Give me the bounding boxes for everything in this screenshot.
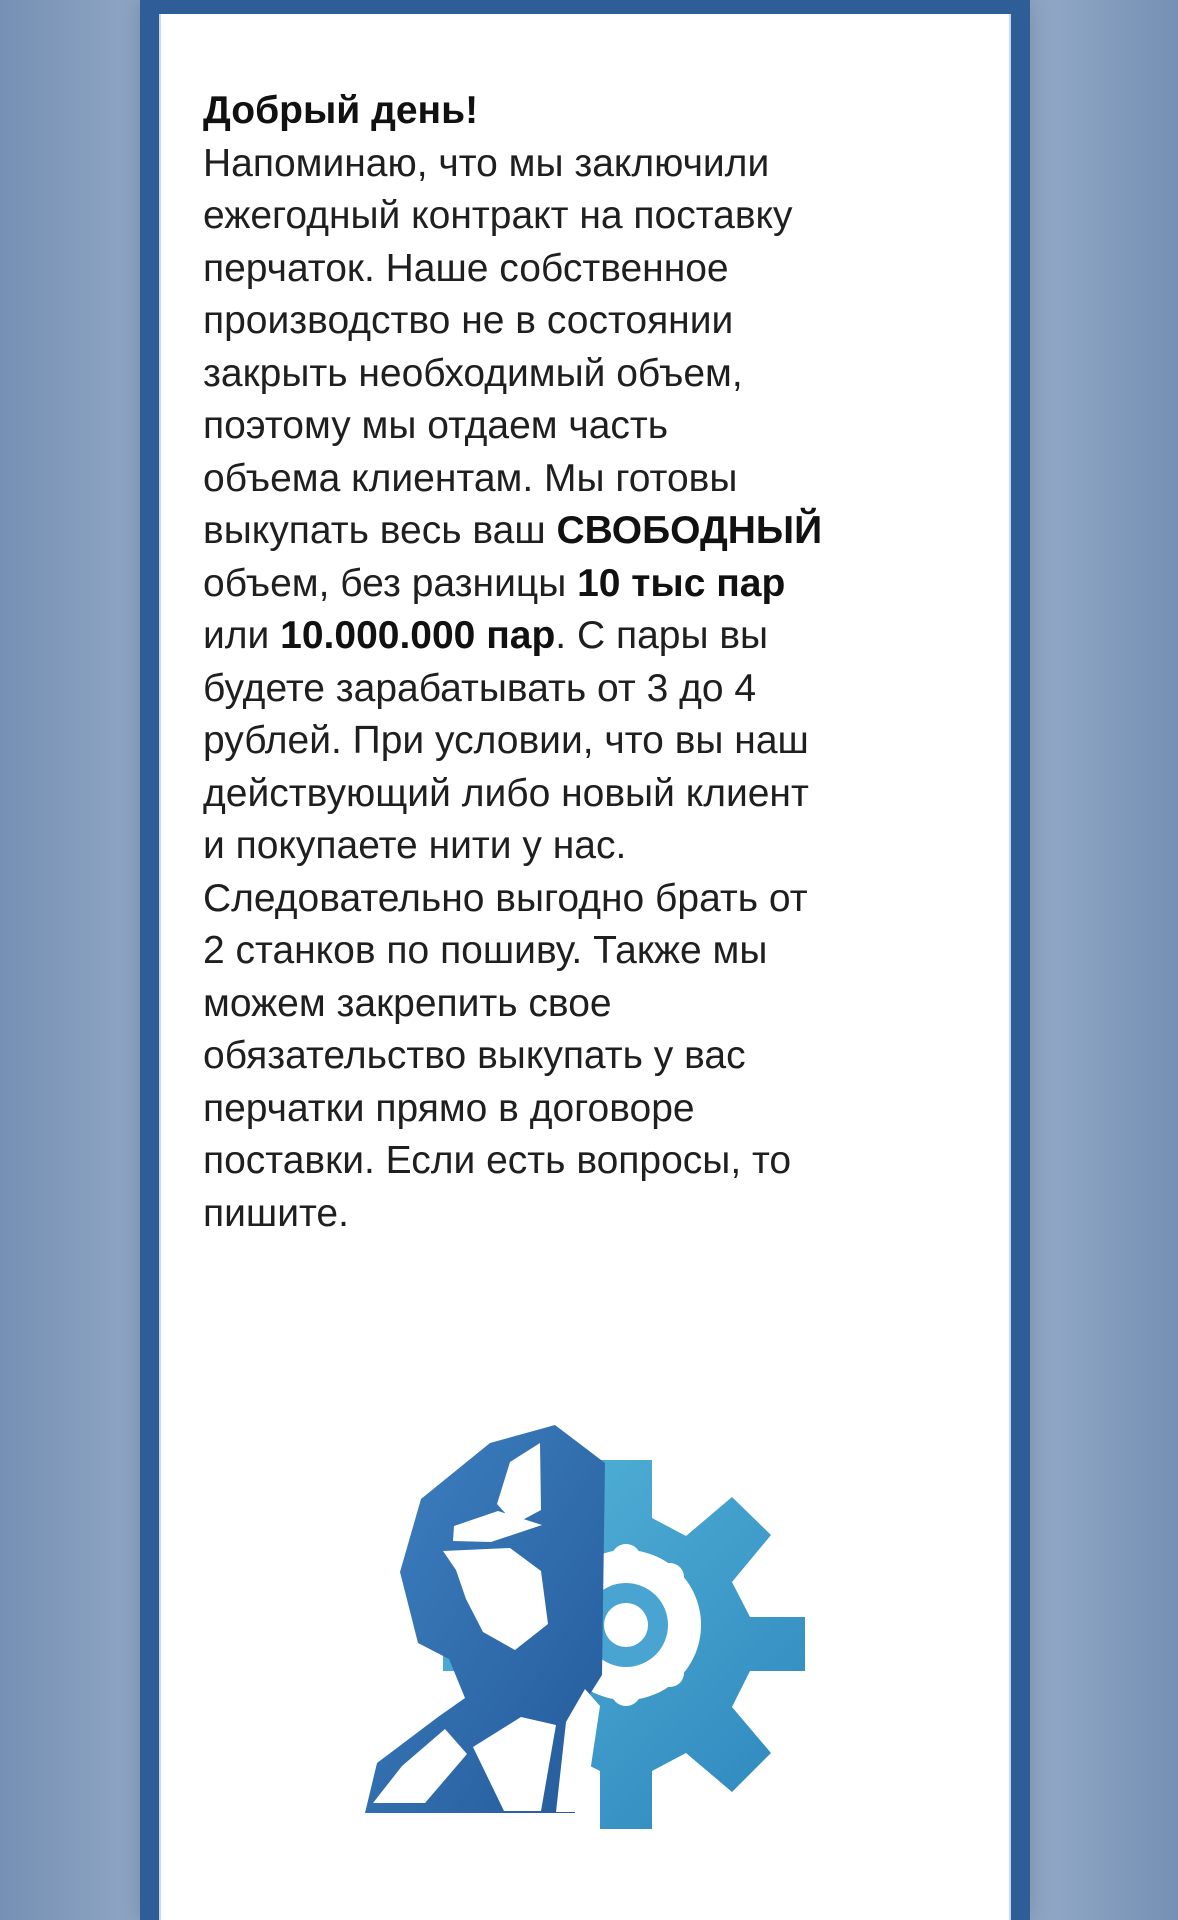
message-line: перчатки прямо в договоре bbox=[203, 1086, 695, 1130]
message-line: действующий либо новый клиент bbox=[203, 771, 809, 815]
message-text-fragment: . С пары вы bbox=[555, 614, 769, 657]
message-line: производство не в состоянии bbox=[203, 299, 734, 342]
message-line: рублей. При условии, что вы наш bbox=[203, 719, 809, 762]
message-line: и покупаете нити у нас. bbox=[203, 824, 627, 867]
message-text bbox=[203, 85, 963, 1240]
message-line bbox=[203, 610, 963, 663]
message-line: ежегодный контракт на поставку bbox=[203, 194, 793, 237]
message-text-fragment: или bbox=[203, 614, 281, 657]
worker-silhouette-icon bbox=[365, 1425, 605, 1813]
greeting-line: Добрый день! bbox=[203, 89, 479, 132]
message-line: Следовательно выгодно брать от bbox=[203, 876, 808, 920]
message-line: 2 станков по пошиву. Также мы bbox=[203, 929, 768, 972]
message-line: закрыть необходимый объем, bbox=[203, 351, 743, 395]
message-line bbox=[203, 505, 963, 558]
message-line: Напоминаю, что мы заключили bbox=[203, 141, 770, 185]
message-line: поставки. Если есть вопросы, то bbox=[203, 1139, 792, 1182]
message-line bbox=[203, 558, 963, 611]
message-line: поэтому мы отдаем часть bbox=[203, 404, 669, 447]
message-line: можем закрепить свое bbox=[203, 981, 612, 1025]
message-text-fragment: выкупать весь ваш bbox=[203, 509, 557, 552]
message-line: пишите. bbox=[203, 1191, 349, 1235]
message-line: будете зарабатывать от 3 до 4 bbox=[203, 666, 757, 710]
message-text-fragment: объем, без разницы bbox=[203, 561, 578, 605]
bold-text-fragment: 10.000.000 пар bbox=[280, 614, 556, 657]
worker-gear-icon bbox=[365, 1415, 805, 1835]
bold-text-fragment: 10 тыс пар bbox=[577, 561, 786, 605]
message-line: перчаток. Наше собственное bbox=[203, 246, 729, 290]
message-line: объема клиентам. Мы готовы bbox=[203, 456, 738, 500]
bold-text-fragment: СВОБОДНЫЙ bbox=[556, 509, 823, 552]
message-line: обязательство выкупать у вас bbox=[203, 1034, 746, 1077]
